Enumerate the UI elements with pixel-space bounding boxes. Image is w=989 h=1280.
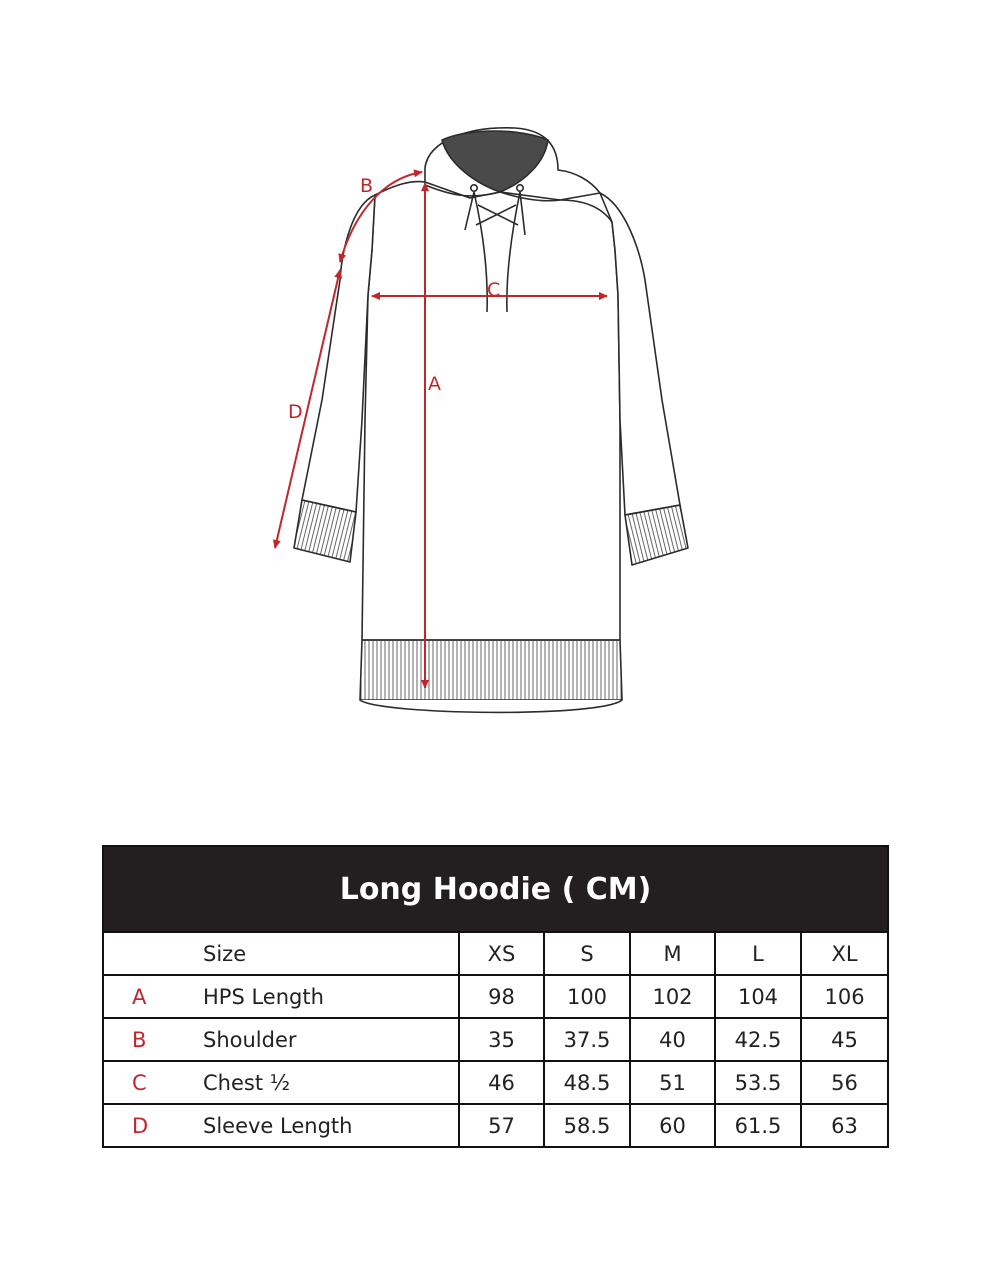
size-m: M (630, 932, 715, 975)
table-title-row (103, 846, 888, 932)
table-row (103, 1104, 888, 1147)
row-value: 37.5 (544, 1018, 630, 1061)
hoodie-outline (294, 128, 688, 713)
row-value: 102 (630, 975, 715, 1018)
right-cuff (625, 505, 688, 565)
size-header-label: Size (193, 932, 459, 975)
eyelet-right (517, 185, 523, 191)
row-value: 51 (630, 1061, 715, 1104)
row-value: 56 (801, 1061, 888, 1104)
size-chart-table (102, 845, 889, 1148)
row-value: 104 (715, 975, 801, 1018)
row-value: 100 (544, 975, 630, 1018)
left-cuff (294, 500, 356, 562)
row-value: 48.5 (544, 1061, 630, 1104)
table-row (103, 1018, 888, 1061)
row-value: 40 (630, 1018, 715, 1061)
row-measurement-name: Shoulder (193, 1018, 459, 1061)
row-letter: B (103, 1018, 193, 1061)
row-value: 61.5 (715, 1104, 801, 1147)
row-measurement-name: Chest ½ (193, 1061, 459, 1104)
row-letter: D (103, 1104, 193, 1147)
size-header-row (103, 932, 888, 975)
body-outline (362, 182, 620, 640)
label-d: D (288, 401, 303, 423)
row-value: 46 (459, 1061, 544, 1104)
row-value: 35 (459, 1018, 544, 1061)
hem-rib (360, 640, 622, 700)
size-s: S (544, 932, 630, 975)
label-a: A (428, 373, 441, 395)
row-letter: A (103, 975, 193, 1018)
row-measurement-name: Sleeve Length (193, 1104, 459, 1147)
row-value: 63 (801, 1104, 888, 1147)
table-row (103, 1061, 888, 1104)
row-letter: C (103, 1061, 193, 1104)
row-value: 45 (801, 1018, 888, 1061)
row-value: 42.5 (715, 1018, 801, 1061)
row-value: 98 (459, 975, 544, 1018)
row-value: 57 (459, 1104, 544, 1147)
hem-curve (360, 700, 622, 712)
row-value: 60 (630, 1104, 715, 1147)
row-measurement-name: HPS Length (193, 975, 459, 1018)
row-value: 53.5 (715, 1061, 801, 1104)
table-title: Long Hoodie ( CM) (103, 846, 888, 932)
label-c: C (487, 279, 501, 301)
size-xl: XL (801, 932, 888, 975)
size-l: L (715, 932, 801, 975)
size-xs: XS (459, 932, 544, 975)
row-value: 106 (801, 975, 888, 1018)
row-value: 58.5 (544, 1104, 630, 1147)
eyelet-left (471, 185, 477, 191)
label-b: B (360, 175, 374, 197)
table-row (103, 975, 888, 1018)
header-letter-cell (103, 932, 193, 975)
